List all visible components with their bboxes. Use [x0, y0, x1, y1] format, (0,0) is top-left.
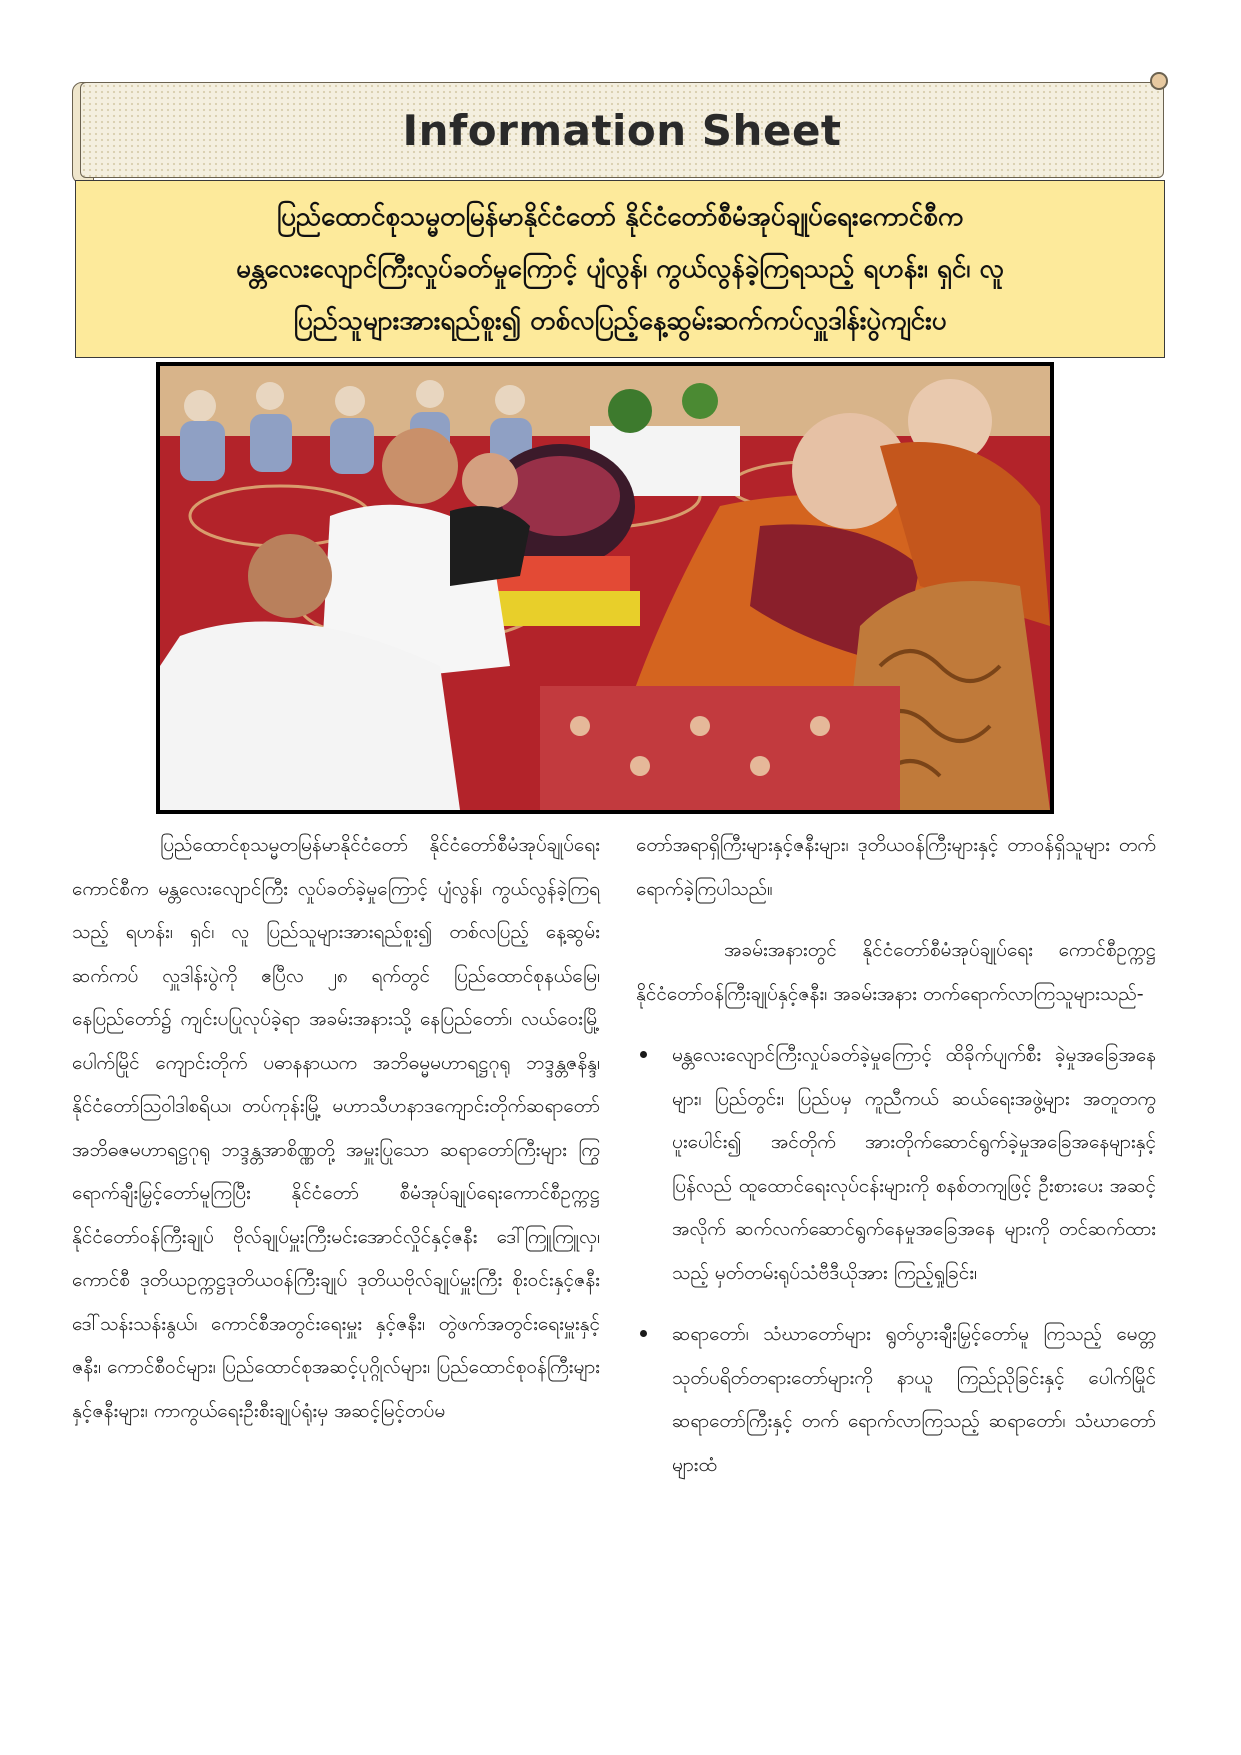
right-column [636, 824, 1156, 1505]
left-paragraph: ပြည်ထောင်စုသမ္မတမြန်မာနိုင်ငံတော် နိုင်ငံတော်စီမံအုပ်ချုပ်ရေးကောင်စီက မန္တလေးလျောင်ကြီး လှုပ်ခတ်ခဲ့မှုကြောင့် ပျံလွန်၊ ကွယ်လွန်ခဲ့ကြရသည့် ရဟန်း၊ ရှင်၊ လူ ပြည်သူများအားရည်စူး၍ တစ်လပြည့် နေ့ဆွမ်းဆက်ကပ် လှူဒါန်းပွဲကို ဧပြီလ ၂၈ ရက်တွင် ပြည်ထောင်စုနယ်မြေ၊ နေပြည်တော်၌ ကျင်းပပြုလုပ်ခဲ့ရာ အခမ်းအနားသို့ နေပြည်တော်၊ လယ်ဝေးမြို့ ပေါက်မြိုင် ကျောင်းတိုက် ပဓာနနာယက အဘိဓမ္မမဟာရဋ္ဌဂုရု ဘဒ္ဒန္တဇနိန္ဒ၊ နိုင်ငံတော်သြဝါဒါစရိယ၊ တပ်ကုန်းမြို့ မဟာသီဟနာဒကျောင်းတိုက်ဆရာတော် အဘိဓဇမဟာရဋ္ဌဂုရု ဘဒ္ဒန္တအာစိဏ္ဏတို့ အမှူးပြုသော ဆရာတော်ကြီးများ ကြွရောက်ချီးမြှင့်တော်မူကြပြီး နိုင်ငံတော် စီမံအုပ်ချုပ်ရေးကောင်စီဥက္ကဋ္ဌ နိုင်ငံတော်ဝန်ကြီးချုပ် ဗိုလ်ချုပ်မှူးကြီးမင်းအောင်လှိုင်နှင့်ဇနီး ဒေါ်ကြူကြူလှ၊ ကောင်စီ ဒုတိယဥက္ကဋ္ဌဒုတိယဝန်ကြီးချုပ် ဒုတိယဗိုလ်ချုပ်မှူးကြီး စိုးဝင်းနှင့်ဇနီး ဒေါ်သန်းသန်းနွယ်၊ ကောင်စီအတွင်းရေးမှူး နှင့်ဇနီး၊ တွဲဖက်အတွင်းရေးမှူးနှင့်ဇနီး၊ ကောင်စီဝင်များ၊ ပြည်ထောင်စုအဆင့်ပုဂ္ဂိုလ်များ၊ ပြည်ထောင်စုဝန်ကြီးများ နှင့်ဇနီးများ၊ ကာကွယ်ရေးဦးစီးချုပ်ရုံးမှ အဆင့်မြင့်တပ်မ [72, 834, 600, 1422]
bullet-dot-icon [640, 1330, 647, 1337]
bullet-list [636, 1034, 1156, 1487]
ceremony-photo-illustration [160, 366, 1050, 810]
right-paragraph-2: အခမ်းအနားတွင် နိုင်ငံတော်စီမံအုပ်ချုပ်ရေး ကောင်စီဥက္ကဋ္ဌ နိုင်ငံတော်ဝန်ကြီးချုပ်နှင့်ဇနီး၊ အခမ်းအနား တက်ရောက်လာကြသူများသည်- [636, 939, 1156, 1005]
headline-line-1: ပြည်ထောင်စုသမ္မတမြန်မာနိုင်ငံတော် နိုင်ငံတော်စီမံအုပ်ချုပ်ရေးကောင်စီက [276, 202, 964, 232]
ceremony-photo [156, 362, 1054, 814]
headline-line-2: မန္တလေးလျောင်ကြီးလှုပ်ခတ်မှုကြောင့် ပျံလွန်၊ ကွယ်လွန်ခဲ့ကြရသည့် ရဟန်း၊ ရှင်၊ လူ [236, 254, 1004, 284]
right-paragraph-1: တော်အရာရှိကြီးများနှင့်ဇနီးများ၊ ဒုတိယဝန်ကြီးများနှင့် တာဝန်ရှိသူများ တက်ရောက်ခဲ့ကြပါသည်။ [636, 834, 1156, 900]
bullet-text-1: မန္တလေးလျောင်ကြီးလှုပ်ခတ်ခဲ့မှုကြောင့် ထိခိုက်ပျက်စီး ခဲ့မှုအခြေအနေများ၊ ပြည်တွင်း၊ ပြည်ပမှ ကူညီကယ် ဆယ်ရေးအဖွဲ့များ အတူတကွပူးပေါင်း၍ အင်တိုက် အားတိုက်ဆောင်ရွက်ခဲ့မှုအခြေအနေများနှင့် ပြန်လည် ထူထောင်ရေးလုပ်ငန်းများကို စနစ်တကျဖြင့် ဦးစားပေး အဆင့်အလိုက် ဆက်လက်ဆောင်ရွက်နေမှုအခြေအနေ များကို တင်ဆက်ထားသည့် မှတ်တမ်းရုပ်သံဗီဒီယိုအား ကြည့်ရှုခြင်း၊ [672, 1044, 1156, 1284]
page-title: Information Sheet [402, 105, 842, 155]
bullet-text-2: ဆရာတော်၊ သံဃာတော်များ ရွတ်ပွားချီးမြှင့်တော်မူ ကြသည့် မေတ္တသုတ်ပရိတ်တရားတော်များကို နာယူ ကြည်ညိုခြင်းနှင့် ပေါက်မြိုင်ဆရာတော်ကြီးနှင့် တက် ရောက်လာကြသည့် ဆရာတော်၊ သံဃာတော်များထံ [672, 1323, 1156, 1476]
bullet-item [636, 1034, 1156, 1295]
bullet-dot-icon [640, 1051, 647, 1058]
headline-line-3: ပြည်သူများအားရည်စူး၍ တစ်လပြည့်နေ့ဆွမ်းဆက်ကပ်လှူဒါန်းပွဲကျင်းပ [293, 306, 947, 336]
headline-box [75, 180, 1165, 358]
left-column [72, 824, 600, 1433]
bullet-item [636, 1313, 1156, 1487]
